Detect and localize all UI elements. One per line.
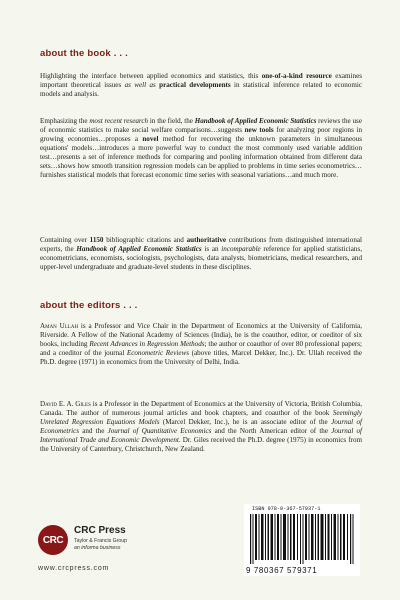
- barcode-icon: [250, 514, 354, 564]
- about-book-heading: about the book . . .: [40, 48, 128, 59]
- about-book-paragraph-2: Emphasizing the most recent research in the field, the Handbook of Applied Economic Statistics reviews the use of economic statistics to make social welfare comparisons…suggests new tools for analyzing poor regions in growing economies…proposes a novel method for recovering the unknown parameters in simultaneous equations' models…introduces a more powerful way to conduct the most commonly used variable addition test…presents a set of inference methods for comparing and pooling information obtained from different data sets…shows how smooth transition regression models can be applied to problems in time series econometrics…furnishes statistical models that forecast economic time series with seasonal variations…and much more.: [40, 117, 362, 179]
- about-book-paragraph-3: Containing over 1150 bibliographic citations and authoritative contributions from distinguished international experts, the Handbook of Applied Economic Statistics is an incomparable reference for applied statisticians, econometricians, economists, sociologists, psychologists, data analysts, biometricians, medical researchers, and upper-level undergraduate and graduate-level students in these disciplines.: [40, 236, 362, 271]
- crc-logo: CRC: [38, 525, 68, 555]
- publisher-name: CRC Press: [74, 525, 126, 536]
- about-editors-heading: about the editors . . .: [40, 300, 138, 311]
- publisher-tagline: an informa business: [74, 545, 121, 551]
- isbn-label: ISBN 978-0-367-57937-1: [252, 506, 321, 512]
- about-book-paragraph-1: Highlighting the interface between applied economics and statistics, this one-of-a-kind resource examines important theoretical issues as well as practical developments in statistical inference related to economic models and analysis.: [40, 72, 362, 98]
- editor-ullah-bio: Aman Ullah is a Professor and Vice Chair in the Department of Economics at the University of California, Riverside. A Fellow of the National Academy of Sciences (India), he is the coauthor, editor, or coeditor of six books, including Recent Advances in Regression Methods; the author or coauthor of over 80 professional papers; and a coeditor of the journal Econometric Reviews (above titles, Marcel Dekker, Inc.). Dr. Ullah received the Ph.D. degree (1971) in economics from the University of Delhi, India.: [40, 322, 362, 366]
- editor-giles-bio: David E. A. Giles is a Professor in the Department of Economics at the University of Victoria, British Columbia, Canada. The author of numerous journal articles and book chapters, and coauthor of the book Seemingly Unrelated Regression Equations Models (Marcel Dekker, Inc.), he is an associate editor of the Journal of Econometrics and the Journal of Quantitative Economics and the North American editor of the Journal of International Trade and Economic Development. Dr. Giles received the Ph.D. degree (1975) in economics from the University of Canterbury, Christchurch, New Zealand.: [40, 400, 363, 453]
- barcode-digits: 9 780367 579371: [246, 566, 318, 575]
- publisher-group: Taylor & Francis Group: [74, 538, 128, 544]
- publisher-url: www.crcpress.com: [38, 565, 110, 572]
